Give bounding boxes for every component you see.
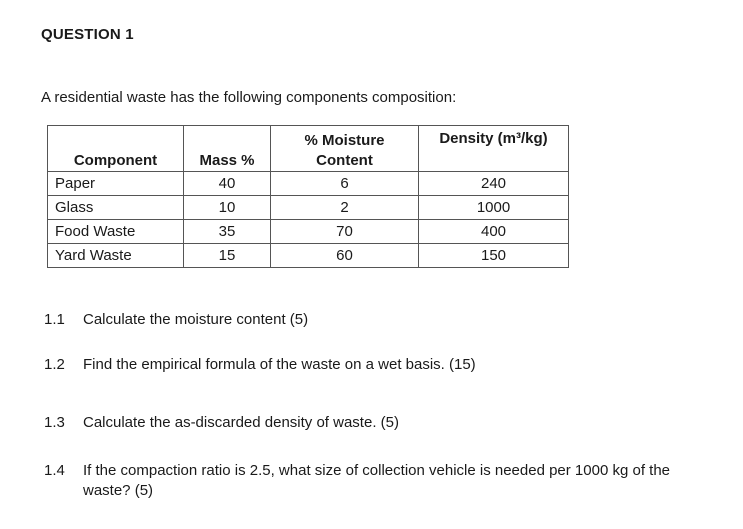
question-number: 1.2 [44,356,65,373]
cell-moisture: 70 [271,220,419,244]
table-row [48,220,569,244]
question-title: QUESTION 1 [41,26,134,43]
question-text: If the compaction ratio is 2.5, what size of collection vehicle is needed per 1000 kg of the waste? (5) [83,462,671,499]
question-text: Calculate the moisture content (5) [83,311,309,328]
cell-density: 400 [419,220,569,244]
header-mass: Mass % [184,126,271,172]
cell-mass: 10 [184,196,271,220]
question-number: 1.4 [44,462,65,479]
composition-table [47,125,569,268]
header-component: Component [48,126,184,172]
cell-moisture: 2 [271,196,419,220]
question-number: 1.3 [44,414,65,431]
header-moisture [271,126,419,172]
cell-moisture: 6 [271,172,419,196]
table-row [48,172,569,196]
cell-moisture: 60 [271,244,419,268]
cell-mass: 40 [184,172,271,196]
question-number: 1.1 [44,311,65,328]
question-text: Find the empirical formula of the waste on a wet basis. (15) [83,356,476,373]
table-header-row [48,126,569,172]
intro-text: A residential waste has the following components composition: [41,89,457,106]
table-row [48,244,569,268]
header-density: Density (m³/kg) [439,130,548,147]
cell-mass: 35 [184,220,271,244]
cell-density: 150 [419,244,569,268]
cell-component: Food Waste [48,220,184,244]
cell-component: Yard Waste [48,244,184,268]
cell-density: 1000 [419,196,569,220]
table-row [48,196,569,220]
header-moisture-line2: Content [316,152,373,169]
question-text: Calculate the as-discarded density of waste. (5) [83,414,399,431]
cell-component: Glass [48,196,184,220]
cell-density: 240 [419,172,569,196]
header-moisture-line1: % Moisture [304,132,385,149]
cell-mass: 15 [184,244,271,268]
cell-component: Paper [48,172,184,196]
